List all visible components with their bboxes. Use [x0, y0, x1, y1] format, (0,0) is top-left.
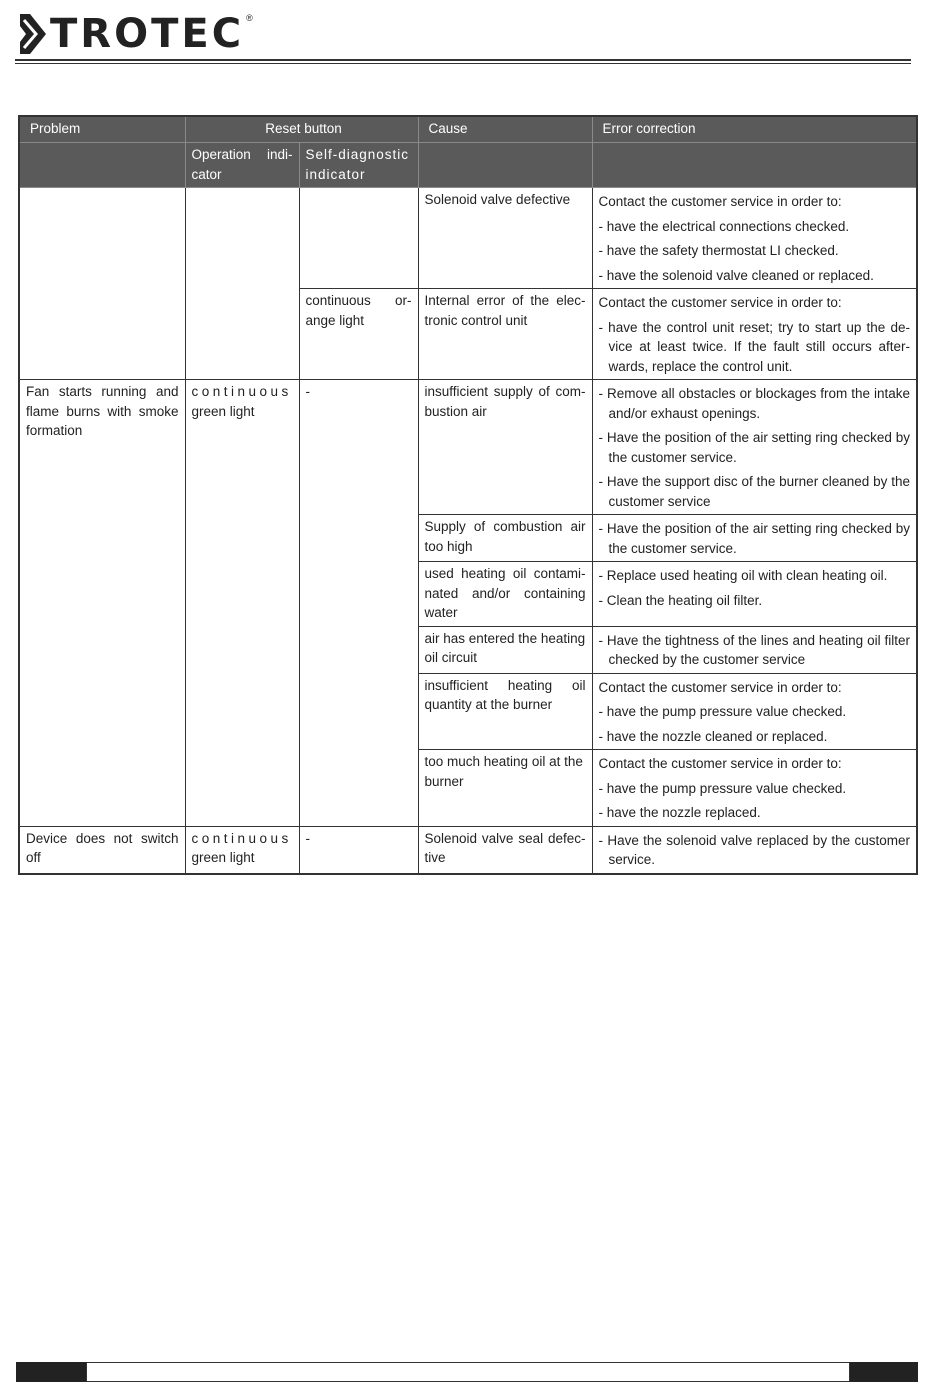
operation-state: continuous	[191, 384, 292, 399]
fix-item: - have the pump pressure value checked.	[598, 780, 847, 796]
fix-item: - have the solenoid valve cleaned or replaced.	[598, 267, 874, 283]
fix-item: - have the control unit reset; try to start up the de-vice at least twice. If the fault still occurs after-wards, replace the control unit.	[598, 319, 910, 374]
error-correction-cell	[592, 515, 917, 562]
cause-cell: Solenoid valve seal defec-tive	[418, 826, 592, 874]
problem-cell	[19, 188, 185, 380]
subheader-empty	[418, 143, 592, 188]
fix-item: - have the safety thermostat LI checked.	[598, 243, 839, 258]
cause-cell: insufficient supply of com-bustion air	[418, 380, 592, 515]
operation-color: green light	[191, 403, 255, 419]
header-reset-button: Reset button	[185, 116, 418, 143]
table-row	[19, 826, 917, 874]
operation-state: continuous	[191, 830, 292, 846]
error-correction-cell	[592, 380, 917, 515]
header-rule	[15, 59, 911, 61]
fix-item: - Replace used heating oil with clean heating oil.	[598, 568, 888, 583]
brand-name: TROTEC	[50, 11, 245, 57]
problem-cell: Fan starts running and flame burns with smoke formation	[19, 380, 185, 827]
subheader-empty	[592, 143, 917, 188]
error-correction-cell	[592, 673, 917, 750]
cause-cell: Solenoid valve defective	[418, 188, 592, 289]
footer-block-right	[850, 1362, 918, 1382]
fix-item: Contact the customer service in order to:	[598, 295, 842, 310]
header-operation-indicator: Operation indi-cator	[185, 143, 299, 188]
troubleshooting-table	[18, 115, 918, 875]
header-self-diagnostic-indicator: Self-diagnostic indicator	[299, 143, 418, 188]
table-row	[19, 188, 917, 289]
page-footer	[16, 1362, 918, 1382]
fix-item: Contact the customer service in order to:	[598, 679, 842, 695]
error-correction-cell	[592, 289, 917, 380]
fix-item: - Remove all obstacles or blockages from the intake and/or exhaust openings.	[598, 386, 910, 421]
fix-item: Contact the customer service in order to:	[598, 194, 842, 209]
operation-cell	[185, 826, 299, 874]
cause-cell: Supply of combustion air too high	[418, 515, 592, 562]
fix-item: - Have the position of the air setting ring checked by the customer service.	[598, 430, 910, 465]
footer-block-left	[16, 1362, 86, 1382]
operation-cell	[185, 380, 299, 827]
operation-color: green light	[191, 850, 255, 865]
cause-cell: air has entered the heating oil circuit	[418, 626, 592, 673]
error-correction-cell	[592, 626, 917, 673]
fix-item: - have the nozzle replaced.	[598, 805, 761, 820]
footer-bar	[86, 1362, 850, 1382]
fix-item: - Have the tightness of the lines and heating oil filter checked by the customer service	[598, 632, 910, 667]
header-problem: Problem	[19, 116, 185, 143]
fix-item: - Clean the heating oil filter.	[598, 592, 763, 608]
header-rule-thin	[15, 63, 911, 64]
table-subheader-row	[19, 143, 917, 188]
self-diagnostic-cell	[299, 188, 418, 289]
fix-item: - Have the support disc of the burner cleaned by the customer service	[598, 474, 910, 509]
error-correction-cell	[592, 188, 917, 289]
fix-item: - have the pump pressure value checked.	[598, 704, 847, 719]
registered-mark: ®	[246, 13, 253, 23]
self-diagnostic-cell: continuous or-ange light	[299, 289, 418, 380]
error-correction-cell	[592, 826, 917, 874]
error-correction-cell	[592, 562, 917, 627]
error-correction-cell	[592, 750, 917, 827]
fix-item: - have the electrical connections checked.	[598, 218, 850, 234]
table-row	[19, 380, 917, 515]
table-header-row	[19, 116, 917, 143]
fix-item: - Have the solenoid valve replaced by the customer service.	[598, 832, 910, 867]
trotec-chevron-icon	[20, 14, 46, 54]
cause-cell: Internal error of the elec-tronic control unit	[418, 289, 592, 380]
trotec-logo	[20, 11, 253, 57]
self-diagnostic-cell: -	[299, 380, 418, 827]
fix-item: - have the nozzle cleaned or replaced.	[598, 728, 828, 744]
cause-cell: used heating oil contami-nated and/or containing water	[418, 562, 592, 627]
header-error-correction: Error correction	[592, 116, 917, 143]
fix-item: - Have the position of the air setting ring checked by the customer service.	[598, 521, 910, 556]
problem-cell: Device does not switch off	[19, 826, 185, 874]
subheader-empty	[19, 143, 185, 188]
page-header	[20, 12, 912, 64]
cause-cell: insufficient heating oil quantity at the burner	[418, 673, 592, 750]
self-diagnostic-cell: -	[299, 826, 418, 874]
fix-item: Contact the customer service in order to:	[598, 756, 842, 771]
operation-cell	[185, 188, 299, 380]
header-cause: Cause	[418, 116, 592, 143]
cause-cell: too much heating oil at the burner	[418, 750, 592, 827]
